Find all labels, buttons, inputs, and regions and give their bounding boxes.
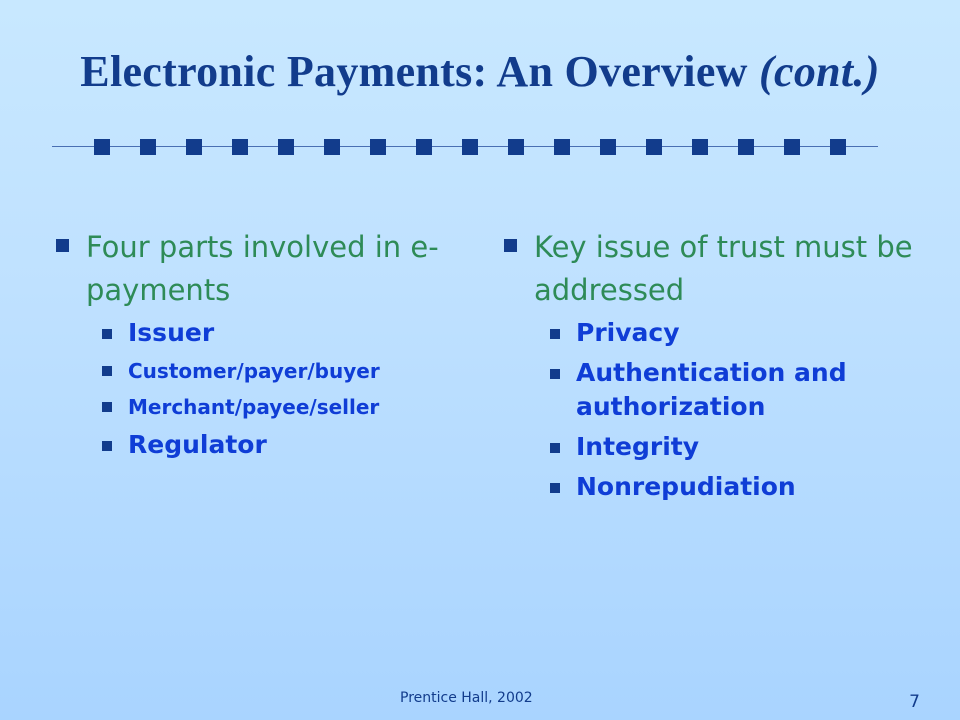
square-bullet-icon (550, 443, 560, 453)
list-item (504, 316, 924, 350)
list-item-text: Integrity (576, 432, 700, 461)
page-number: 7 (909, 692, 920, 712)
list-item-text: Privacy (576, 318, 680, 347)
list-item-text: Regulator (128, 430, 267, 459)
list-item (504, 470, 924, 504)
left-column (56, 226, 456, 468)
title-divider (52, 132, 878, 162)
list-item-text: Merchant/payee/seller (128, 395, 380, 419)
list-item (56, 392, 456, 422)
list-item (504, 356, 924, 424)
square-bullet-icon (550, 329, 560, 339)
slide-title (0, 46, 960, 97)
list-item (56, 316, 456, 350)
divider-square-icon (554, 139, 570, 155)
divider-square-icon (232, 139, 248, 155)
left-heading-text: Four parts involved in e-payments (86, 230, 439, 307)
square-bullet-icon (102, 441, 112, 451)
divider-square-icon (646, 139, 662, 155)
square-bullet-icon (550, 483, 560, 493)
square-bullet-icon (550, 369, 560, 379)
divider-square-icon (692, 139, 708, 155)
list-item-text: Authentication and authorization (576, 358, 847, 421)
divider-square-icon (324, 139, 340, 155)
right-sublist (504, 316, 924, 504)
divider-square-icon (738, 139, 754, 155)
left-heading (56, 226, 456, 312)
footer-text: Prentice Hall, 2002 (400, 690, 533, 706)
divider-square-icon (462, 139, 478, 155)
divider-square-icon (186, 139, 202, 155)
divider-square-icon (508, 139, 524, 155)
square-bullet-icon (102, 329, 112, 339)
right-heading (504, 226, 924, 312)
left-sublist (56, 316, 456, 462)
list-item-text: Nonrepudiation (576, 472, 796, 501)
divider-square-icon (784, 139, 800, 155)
list-item (56, 356, 456, 386)
list-item (56, 428, 456, 462)
list-item-text: Issuer (128, 318, 215, 347)
square-bullet-icon (102, 366, 112, 376)
divider-square-icon (140, 139, 156, 155)
square-bullet-icon (504, 239, 517, 252)
divider-square-icon (94, 139, 110, 155)
divider-square-icon (416, 139, 432, 155)
square-bullet-icon (56, 239, 69, 252)
divider-square-icon (600, 139, 616, 155)
divider-square-icon (278, 139, 294, 155)
right-heading-text: Key issue of trust must be addressed (534, 230, 913, 307)
title-main: Electronic Payments: An Overview (80, 47, 748, 96)
divider-square-icon (370, 139, 386, 155)
list-item (504, 430, 924, 464)
square-bullet-icon (102, 402, 112, 412)
list-item-text: Customer/payer/buyer (128, 359, 380, 383)
divider-square-icon (830, 139, 846, 155)
title-suffix: (cont.) (759, 47, 880, 96)
right-column (504, 226, 924, 510)
